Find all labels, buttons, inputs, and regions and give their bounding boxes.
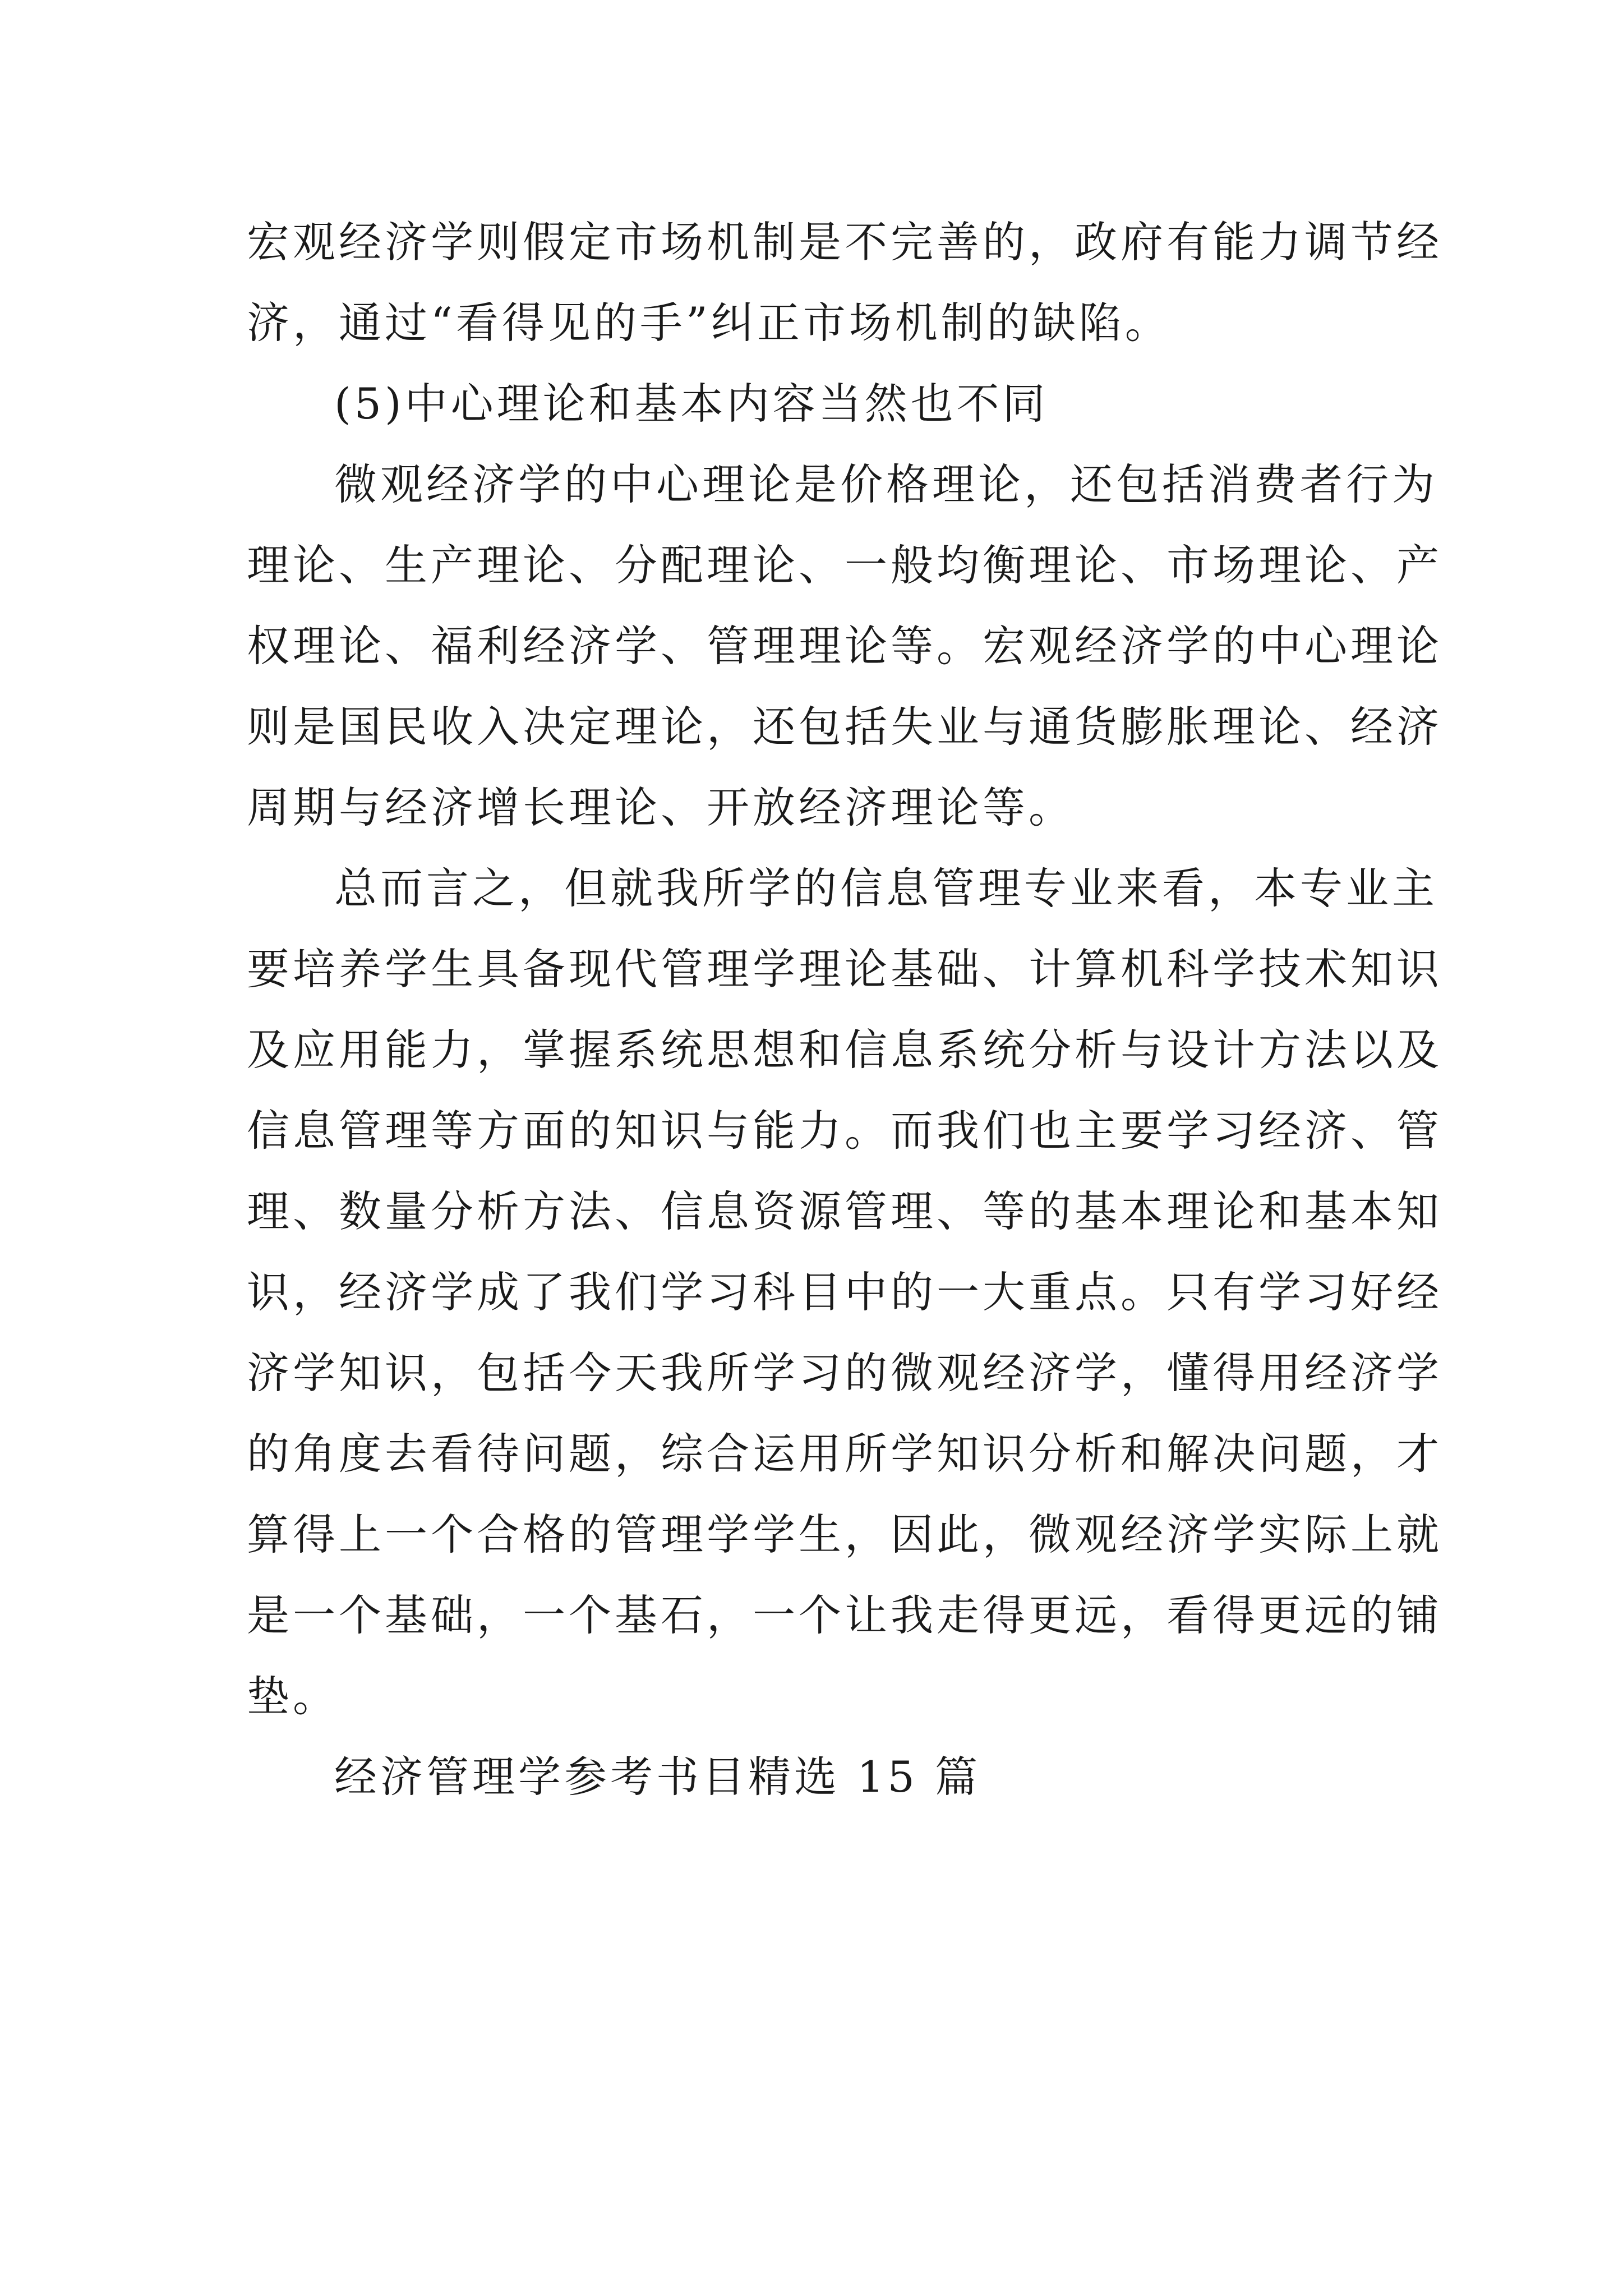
paragraph-4-line-4: 信息管理等方面的知识与能力。而我们也主要学习经济、管 [247,1106,1442,1156]
paragraph-4 [247,848,1442,1737]
paragraph-4-line-8: 的角度去看待问题，综合运用所学知识分析和解决问题，才 [247,1429,1442,1479]
paragraph-3-line-3: 权理论、福利经济学、管理理论等。宏观经济学的中心理论 [247,621,1442,671]
paragraph-3-line-5: 周期与经济增长理论、开放经济理论等。 [247,783,1075,832]
paragraph-4-line-6: 识，经济学成了我们学习科目中的一大重点。只有学习好经 [247,1267,1442,1317]
paragraph-5-title [247,1737,1385,1818]
paragraph-4-line-5: 理、数量分析方法、信息资源管理、等的基本理论和基本知 [247,1186,1442,1236]
paragraph-4-line-2: 要培养学生具备现代管理学理论基础、计算机科学技术知识 [247,944,1442,994]
document-body [247,202,1442,1818]
paragraph-1-line-2: 济，通过“看得见的手”纠正市场机制的缺陷。 [247,298,1171,348]
paragraph-3-line-1: 微观经济学的中心理论是价格理论，还包括消费者行为 [334,459,1438,509]
paragraph-4-line-9: 算得上一个合格的管理学学生，因此，微观经济学实际上就 [247,1510,1442,1559]
paragraph-2-line-1: (5)中心理论和基本内容当然也不同 [334,379,1049,429]
paragraph-4-line-10: 是一个基础，一个基石，一个让我走得更远，看得更远的铺 [247,1590,1442,1640]
paragraph-3-line-2: 理论、生产理论、分配理论、一般均衡理论、市场理论、产 [247,540,1442,590]
paragraph-4-line-11: 垫。 [247,1671,339,1721]
paragraph-4-line-1: 总而言之，但就我所学的信息管理专业来看，本专业主 [334,863,1438,913]
paragraph-4-line-3: 及应用能力，掌握系统思想和信息系统分析与设计方法以及 [247,1025,1442,1075]
paragraph-4-line-7: 济学知识，包括今天我所学习的微观经济学，懂得用经济学 [247,1348,1442,1398]
paragraph-2-heading [247,364,1385,444]
paragraph-3 [247,444,1442,848]
paragraph-1 [247,202,1442,364]
paragraph-1-line-1: 宏观经济学则假定市场机制是不完善的，政府有能力调节经 [247,217,1442,267]
paragraph-5-line-1: 经济管理学参考书目精选 15 篇 [334,1752,981,1802]
paragraph-3-line-4: 则是国民收入决定理论，还包括失业与通货膨胀理论、经济 [247,702,1442,752]
